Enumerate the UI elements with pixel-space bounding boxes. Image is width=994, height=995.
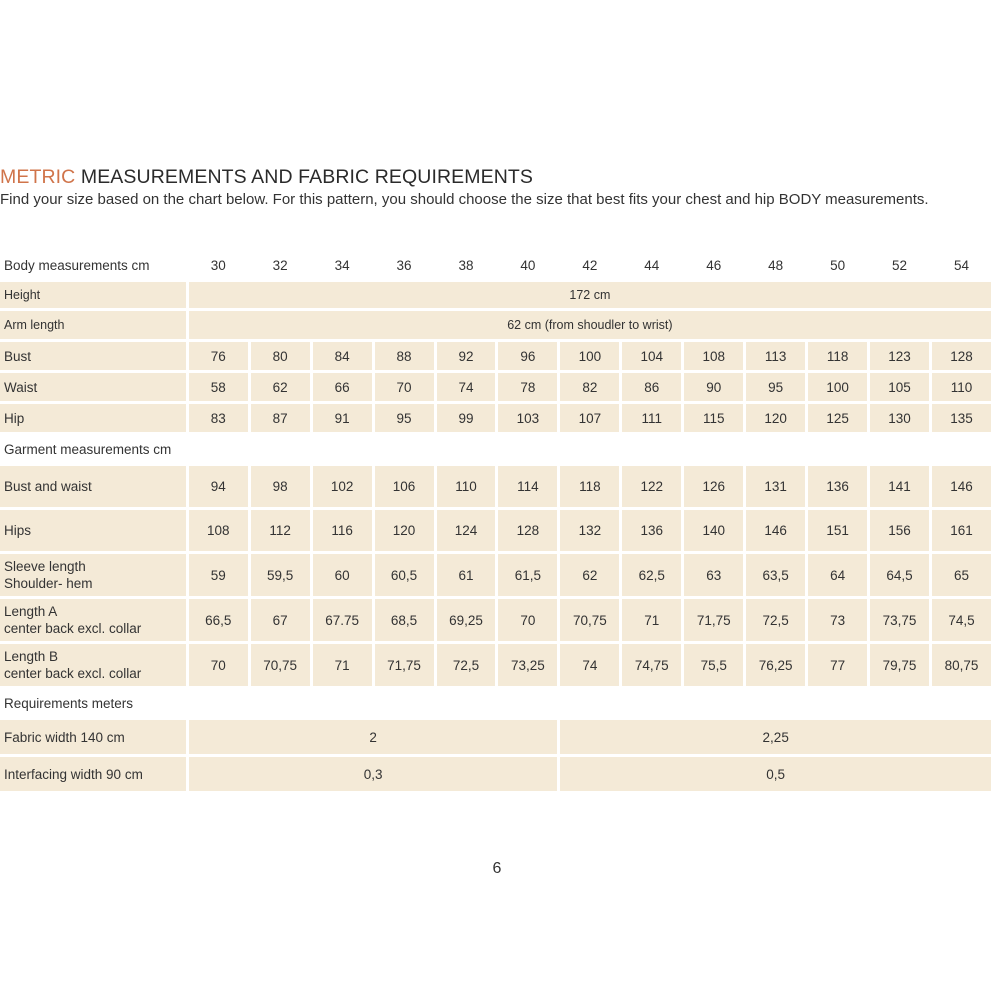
- row-label: [0, 466, 186, 507]
- table-cell: 128: [498, 510, 557, 551]
- table-cell: 125: [808, 404, 867, 432]
- table-cell: 87: [251, 404, 310, 432]
- row-label: [0, 554, 186, 596]
- table-cell: 146: [932, 466, 991, 507]
- table-row: [0, 599, 991, 641]
- size-header-cell: 48: [768, 258, 784, 273]
- table-cell: 71,75: [684, 599, 743, 641]
- table-cell: 106: [375, 466, 434, 507]
- table-cell: 132: [560, 510, 619, 551]
- table-cell: 58: [189, 373, 248, 401]
- table-cell: 104: [622, 342, 681, 370]
- table-cell: 96: [498, 342, 557, 370]
- table-cell: 62,5: [622, 554, 681, 596]
- row-label-sub: center back excl. collar: [4, 666, 142, 681]
- row-label: [0, 599, 186, 641]
- table-cell: 77: [808, 644, 867, 686]
- arm-length-row: [0, 311, 991, 339]
- table-row: [0, 404, 991, 432]
- table-cell: 64,5: [870, 554, 929, 596]
- table-cell: 73: [808, 599, 867, 641]
- table-cell: 130: [870, 404, 929, 432]
- table-cell: 95: [746, 373, 805, 401]
- size-header-cell: 32: [272, 258, 288, 273]
- table-cell: 105: [870, 373, 929, 401]
- requirement-value-small-sizes: 0,3: [189, 757, 558, 791]
- table-cell: 74: [437, 373, 496, 401]
- table-cell: 70: [498, 599, 557, 641]
- table-cell: 61,5: [498, 554, 557, 596]
- page-title-accent: METRIC: [0, 166, 76, 188]
- table-cell: 108: [684, 342, 743, 370]
- size-header-cell: 54: [953, 258, 969, 273]
- table-cell: 110: [437, 466, 496, 507]
- garment-header-label: Garment measurements cm: [4, 441, 172, 457]
- table-cell: 122: [622, 466, 681, 507]
- table-cell: 74,75: [622, 644, 681, 686]
- table-cell: 66: [313, 373, 372, 401]
- requirements-row: [0, 757, 991, 791]
- requirements-header-label: Requirements meters: [4, 695, 134, 711]
- table-cell: 90: [684, 373, 743, 401]
- table-cell: 128: [932, 342, 991, 370]
- row-label-main: Length B: [4, 649, 59, 664]
- page-title: [0, 166, 994, 188]
- row-label: [0, 644, 186, 686]
- table-row: [0, 644, 991, 686]
- size-header-cell: 52: [892, 258, 908, 273]
- size-header-cell: 34: [334, 258, 350, 273]
- arm-length-value: 62 cm (from shoudler to wrist): [189, 311, 991, 339]
- table-cell: 161: [932, 510, 991, 551]
- table-cell: 60,5: [375, 554, 434, 596]
- row-label-main: Length A: [4, 604, 58, 619]
- requirements-header-row: [0, 689, 991, 717]
- table-cell: 64: [808, 554, 867, 596]
- height-row: [0, 282, 991, 308]
- intro-text: Find your size based on the chart below. For this pattern, you should choose the size that best fits your chest and hip BODY measurements.: [0, 191, 929, 208]
- sizes-header-row: [0, 252, 991, 279]
- table-cell: 116: [313, 510, 372, 551]
- table-cell: 118: [808, 342, 867, 370]
- table-cell: 82: [560, 373, 619, 401]
- table-cell: 70: [189, 644, 248, 686]
- table-cell: 70,75: [251, 644, 310, 686]
- table-cell: 60: [313, 554, 372, 596]
- table-cell: 136: [622, 510, 681, 551]
- row-label: [0, 510, 186, 551]
- height-label: Height: [0, 282, 186, 308]
- row-label: Bust: [0, 342, 186, 370]
- row-label-main: Bust and waist: [4, 479, 92, 494]
- table-cell: 62: [251, 373, 310, 401]
- table-cell: 74: [560, 644, 619, 686]
- size-header-cell: 36: [396, 258, 412, 273]
- requirement-value-large-sizes: 2,25: [560, 720, 991, 754]
- table-row: [0, 466, 991, 507]
- requirement-value-large-sizes: 0,5: [560, 757, 991, 791]
- page-number: 6: [492, 860, 502, 877]
- table-cell: 120: [375, 510, 434, 551]
- table-cell: 70: [375, 373, 434, 401]
- table-cell: 67.75: [313, 599, 372, 641]
- size-chart-table: [0, 249, 994, 794]
- table-cell: 79,75: [870, 644, 929, 686]
- table-cell: 151: [808, 510, 867, 551]
- table-cell: 141: [870, 466, 929, 507]
- table-cell: 59: [189, 554, 248, 596]
- table-cell: 63: [684, 554, 743, 596]
- size-header-cell: 40: [520, 258, 536, 273]
- table-cell: 71: [313, 644, 372, 686]
- table-row: [0, 342, 991, 370]
- size-header-cell: 46: [706, 258, 722, 273]
- row-label: Hip: [0, 404, 186, 432]
- table-cell: 63,5: [746, 554, 805, 596]
- table-cell: 76,25: [746, 644, 805, 686]
- table-cell: 72,5: [746, 599, 805, 641]
- table-cell: 86: [622, 373, 681, 401]
- table-cell: 73,25: [498, 644, 557, 686]
- table-cell: 98: [251, 466, 310, 507]
- table-cell: 80,75: [932, 644, 991, 686]
- row-label: Waist: [0, 373, 186, 401]
- table-cell: 73,75: [870, 599, 929, 641]
- table-cell: 74,5: [932, 599, 991, 641]
- garment-header-row: [0, 435, 991, 463]
- table-cell: 112: [251, 510, 310, 551]
- requirements-row: [0, 720, 991, 754]
- table-cell: 102: [313, 466, 372, 507]
- table-cell: 100: [808, 373, 867, 401]
- row-label-main: Sleeve length: [4, 559, 86, 574]
- table-cell: 113: [746, 342, 805, 370]
- table-cell: 103: [498, 404, 557, 432]
- table-cell: 136: [808, 466, 867, 507]
- size-header-cell: 50: [830, 258, 846, 273]
- table-cell: 61: [437, 554, 496, 596]
- table-cell: 62: [560, 554, 619, 596]
- table-cell: 59,5: [251, 554, 310, 596]
- table-cell: 75,5: [684, 644, 743, 686]
- table-cell: 115: [684, 404, 743, 432]
- table-cell: 91: [313, 404, 372, 432]
- sizes-header-label: Body measurements cm: [4, 258, 150, 273]
- size-header-cell: 44: [644, 258, 660, 273]
- table-cell: 76: [189, 342, 248, 370]
- table-cell: 72,5: [437, 644, 496, 686]
- table-cell: 83: [189, 404, 248, 432]
- table-cell: 110: [932, 373, 991, 401]
- table-cell: 67: [251, 599, 310, 641]
- table-cell: 70,75: [560, 599, 619, 641]
- table-cell: 71,75: [375, 644, 434, 686]
- table-cell: 84: [313, 342, 372, 370]
- requirement-label: Fabric width 140 cm: [0, 720, 186, 754]
- row-label-main: Hips: [4, 523, 32, 538]
- row-label-sub: center back excl. collar: [4, 621, 142, 636]
- table-cell: 100: [560, 342, 619, 370]
- table-cell: 66,5: [189, 599, 248, 641]
- arm-length-label: Arm length: [0, 311, 186, 339]
- table-cell: 107: [560, 404, 619, 432]
- size-header-cell: 42: [582, 258, 598, 273]
- table-cell: 69,25: [437, 599, 496, 641]
- page-title-rest: MEASUREMENTS AND FABRIC REQUIREMENTS: [75, 166, 534, 188]
- table-row: [0, 554, 991, 596]
- table-cell: 80: [251, 342, 310, 370]
- table-cell: 118: [560, 466, 619, 507]
- table-cell: 78: [498, 373, 557, 401]
- table-cell: 95: [375, 404, 434, 432]
- row-label-sub: Shoulder- hem: [4, 576, 93, 591]
- table-cell: 120: [746, 404, 805, 432]
- table-cell: 111: [622, 404, 681, 432]
- height-value: 172 cm: [189, 282, 991, 308]
- table-cell: 88: [375, 342, 434, 370]
- table-cell: 68,5: [375, 599, 434, 641]
- table-cell: 71: [622, 599, 681, 641]
- table-cell: 140: [684, 510, 743, 551]
- table-cell: 123: [870, 342, 929, 370]
- size-header-cell: 30: [210, 258, 226, 273]
- table-cell: 114: [498, 466, 557, 507]
- table-cell: 65: [932, 554, 991, 596]
- table-cell: 131: [746, 466, 805, 507]
- table-cell: 126: [684, 466, 743, 507]
- table-cell: 146: [746, 510, 805, 551]
- table-cell: 108: [189, 510, 248, 551]
- table-row: [0, 373, 991, 401]
- table-cell: 92: [437, 342, 496, 370]
- table-cell: 94: [189, 466, 248, 507]
- requirement-label: Interfacing width 90 cm: [0, 757, 186, 791]
- table-cell: 99: [437, 404, 496, 432]
- size-header-cell: 38: [458, 258, 474, 273]
- table-cell: 156: [870, 510, 929, 551]
- table-cell: 124: [437, 510, 496, 551]
- table-row: [0, 510, 991, 551]
- requirement-value-small-sizes: 2: [189, 720, 558, 754]
- table-cell: 135: [932, 404, 991, 432]
